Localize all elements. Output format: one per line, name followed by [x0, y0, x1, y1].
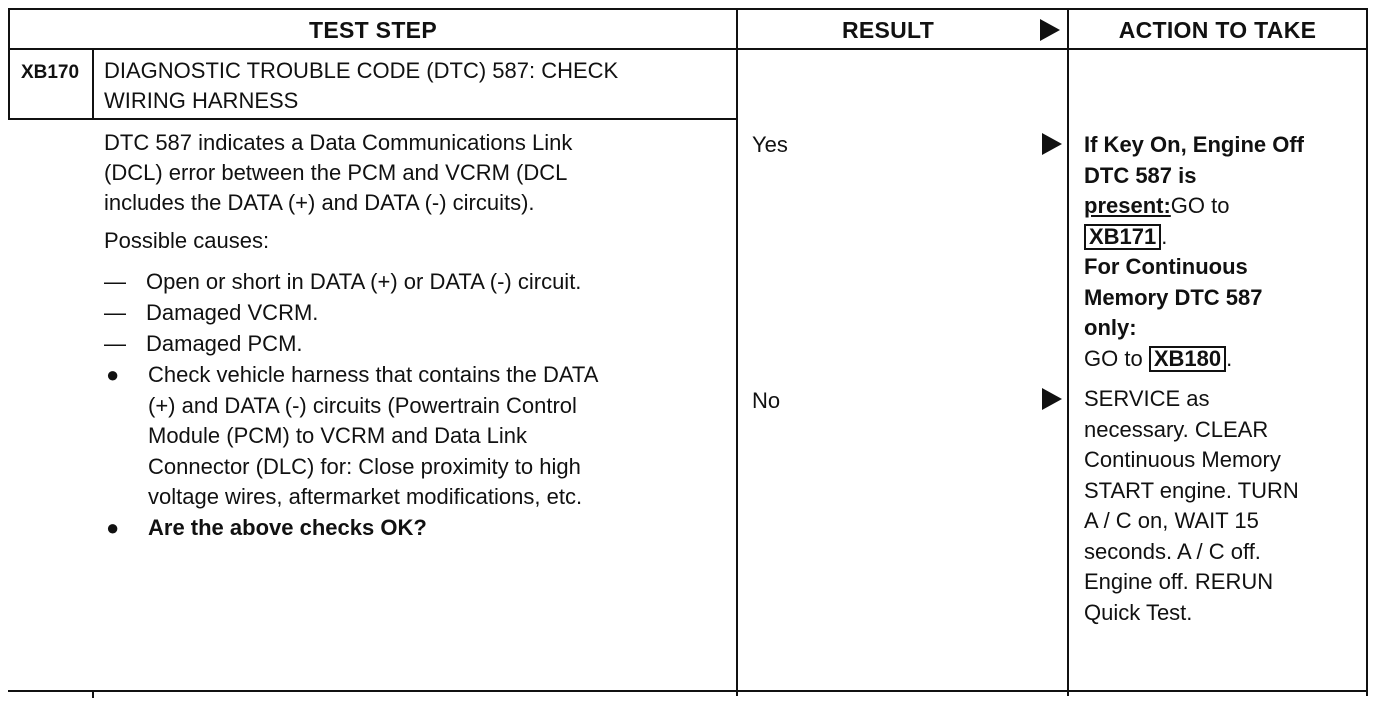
header-bottom-rule: [8, 48, 1368, 50]
step-title-line-2: WIRING HARNESS: [104, 88, 299, 113]
present-label: present:: [1084, 193, 1171, 218]
step-description: [104, 128, 729, 218]
description-line-2: (DCL) error between the PCM and VCRM (DCL: [104, 160, 568, 185]
cause-text: Damaged VCRM.: [146, 300, 319, 325]
check-line-1: Check vehicle harness that contains the DATA: [148, 362, 599, 387]
period: .: [1226, 345, 1233, 371]
action-no-line-1: SERVICE as: [1084, 386, 1210, 411]
action-yes-line-8: [1084, 344, 1364, 375]
header-result: RESULT: [841, 16, 935, 43]
action-yes: [1084, 130, 1364, 374]
check-question: Are the above checks OK?: [148, 514, 427, 540]
cause-text: Damaged PCM.: [146, 331, 303, 356]
check-line-4: Connector (DLC) for: Close proximity to high: [148, 453, 581, 479]
dash-icon: —: [104, 331, 126, 356]
action-yes-line-1: If Key On, Engine Off: [1084, 132, 1305, 157]
right-border: [1366, 8, 1368, 696]
result-no: No: [752, 388, 781, 413]
action-no-line-6: seconds. A / C off.: [1084, 538, 1261, 564]
list-item: [104, 297, 724, 328]
causes-list: [104, 266, 724, 359]
action-no-line-5: A / C on, WAIT 15: [1084, 508, 1259, 533]
possible-causes-label: Possible causes:: [104, 228, 270, 253]
xb171-reference[interactable]: XB171: [1084, 224, 1161, 250]
action-no-line-2: necessary. CLEAR: [1084, 416, 1269, 442]
check-line-3: Module (PCM) to VCRM and Data Link: [148, 423, 528, 448]
action-yes-line-3: [1084, 191, 1364, 222]
bullet-icon: ●: [106, 514, 120, 540]
header-arrow-icon: [1040, 19, 1060, 41]
cause-text: Open or short in DATA (+) or DATA (-) circuit.: [146, 269, 582, 294]
check-line-2: (+) and DATA (-) circuits (Powertrain Control: [148, 392, 577, 418]
header-test-step: TEST STEP: [309, 16, 437, 43]
list-item: [104, 360, 724, 513]
check-bullets: [104, 360, 724, 543]
bullet-icon: ●: [106, 362, 120, 387]
step-title: [104, 56, 729, 116]
action-no: [1084, 384, 1364, 628]
check-instruction: [148, 360, 598, 513]
goto-text: GO to: [1084, 345, 1143, 371]
top-border: [8, 8, 1368, 10]
description-line-1: DTC 587 indicates a Data Communications Link: [104, 130, 573, 155]
test-step-result-divider: [736, 8, 738, 696]
dash-icon: —: [104, 269, 126, 294]
list-item: [104, 266, 724, 297]
yes-arrow-icon: [1042, 133, 1062, 155]
header-action-to-take: ACTION TO TAKE: [1118, 16, 1317, 43]
goto-text: GO to: [1170, 193, 1230, 218]
list-item: [104, 513, 724, 544]
description-line-3: includes the DATA (+) and DATA (-) circuits).: [104, 190, 535, 215]
xb180-reference[interactable]: XB180: [1149, 346, 1226, 372]
action-no-line-3: Continuous Memory: [1084, 447, 1281, 472]
action-yes-line-6: Memory DTC 587: [1084, 284, 1263, 310]
bottom-left-tick: [92, 690, 94, 698]
period: .: [1161, 223, 1168, 249]
action-yes-line-7: only:: [1084, 315, 1137, 340]
step-id: XB170: [20, 62, 80, 83]
step-title-line-1: DIAGNOSTIC TROUBLE CODE (DTC) 587: CHECK: [104, 58, 619, 83]
bottom-rule: [8, 690, 1368, 692]
action-no-line-7: Engine off. RERUN: [1084, 569, 1274, 594]
result-yes: Yes: [752, 132, 788, 157]
action-no-line-8: Quick Test.: [1084, 599, 1193, 625]
title-bottom-rule: [8, 118, 738, 120]
action-yes-line-2: DTC 587 is: [1084, 162, 1197, 188]
step-id-divider: [92, 48, 94, 120]
action-no-line-4: START engine. TURN: [1084, 477, 1299, 503]
action-yes-line-4: [1084, 222, 1364, 253]
list-item: [104, 328, 724, 359]
result-action-divider: [1067, 8, 1069, 696]
check-line-5: voltage wires, aftermarket modifications, etc.: [148, 484, 583, 509]
action-yes-line-5: For Continuous: [1084, 254, 1248, 279]
no-arrow-icon: [1042, 388, 1062, 410]
dash-icon: —: [104, 300, 126, 325]
